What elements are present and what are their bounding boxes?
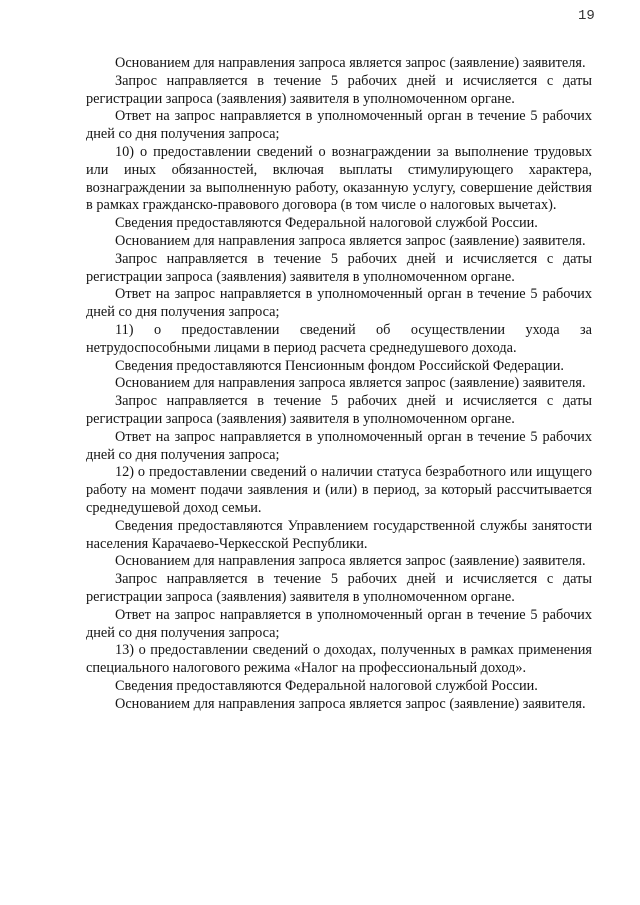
paragraph: Ответ на запрос направляется в уполномоченный орган в течение 5 рабочих дней со дня получения запроса; (86, 108, 592, 143)
list-item-11: 11) о предоставлении сведений об осуществлении ухода за нетрудоспособными лицами в период расчета среднедушевого дохода. (86, 321, 592, 356)
paragraph: Сведения предоставляются Федеральной налоговой службой России. (115, 677, 538, 694)
paragraph: Основанием для направления запроса является запрос (заявление) заявителя. (115, 695, 586, 712)
paragraph: Запрос направляется в течение 5 рабочих дней и исчисляется с даты регистрации запроса (заявления) заявителя в уполномоченном органе. (86, 72, 592, 107)
list-item-10: 10) о предоставлении сведений о вознаграждении за выполнение трудовых или иных обязанностей, включая выплаты стимулирующего характера, вознаграждении за выполненную работу, оказанную услугу, совершение действия в рамках гражданско-правового договора (в том числе о налоговых вычетах). (86, 143, 592, 214)
paragraph: Ответ на запрос направляется в уполномоченный орган в течение 5 рабочих дней со дня получения запроса; (86, 606, 592, 641)
paragraph: Основанием для направления запроса является запрос (заявление) заявителя. (115, 55, 586, 71)
document-body (86, 55, 592, 713)
paragraph: Ответ на запрос направляется в уполномоченный орган в течение 5 рабочих дней со дня получения запроса; (86, 286, 592, 321)
paragraph: Ответ на запрос направляется в уполномоченный орган в течение 5 рабочих дней со дня получения запроса; (86, 428, 592, 463)
paragraph: Сведения предоставляются Пенсионным фондом Российской Федерации. (115, 357, 564, 374)
paragraph: Основанием для направления запроса является запрос (заявление) заявителя. (115, 375, 586, 392)
paragraph: Сведения предоставляются Федеральной налоговой службой России. (115, 215, 538, 232)
paragraph: Запрос направляется в течение 5 рабочих дней и исчисляется с даты регистрации запроса (заявления) заявителя в уполномоченном органе. (86, 571, 592, 605)
paragraph: Запрос направляется в течение 5 рабочих дней и исчисляется с даты регистрации запроса (заявления) заявителя в уполномоченном органе. (86, 250, 592, 285)
paragraph: Сведения предоставляются Управлением государственной службы занятости населения Карачаево-Черкесской Республики. (86, 517, 592, 552)
paragraph: Запрос направляется в течение 5 рабочих дней и исчисляется с даты регистрации запроса (заявления) заявителя в уполномоченном органе. (86, 393, 592, 427)
paragraph: Основанием для направления запроса является запрос (заявление) заявителя. (115, 232, 586, 249)
page-number: 19 (578, 8, 595, 24)
list-item-12: 12) о предоставлении сведений о наличии статуса безработного или ищущего работу на момент подачи заявления и (или) в период, за который рассчитывается среднедушевой доход семьи. (86, 464, 592, 516)
list-item-13: 13) о предоставлении сведений о доходах, полученных в рамках применения специального налогового режима «Налог на профессиональный доход». (86, 642, 592, 677)
paragraph: Основанием для направления запроса является запрос (заявление) заявителя. (115, 553, 586, 570)
